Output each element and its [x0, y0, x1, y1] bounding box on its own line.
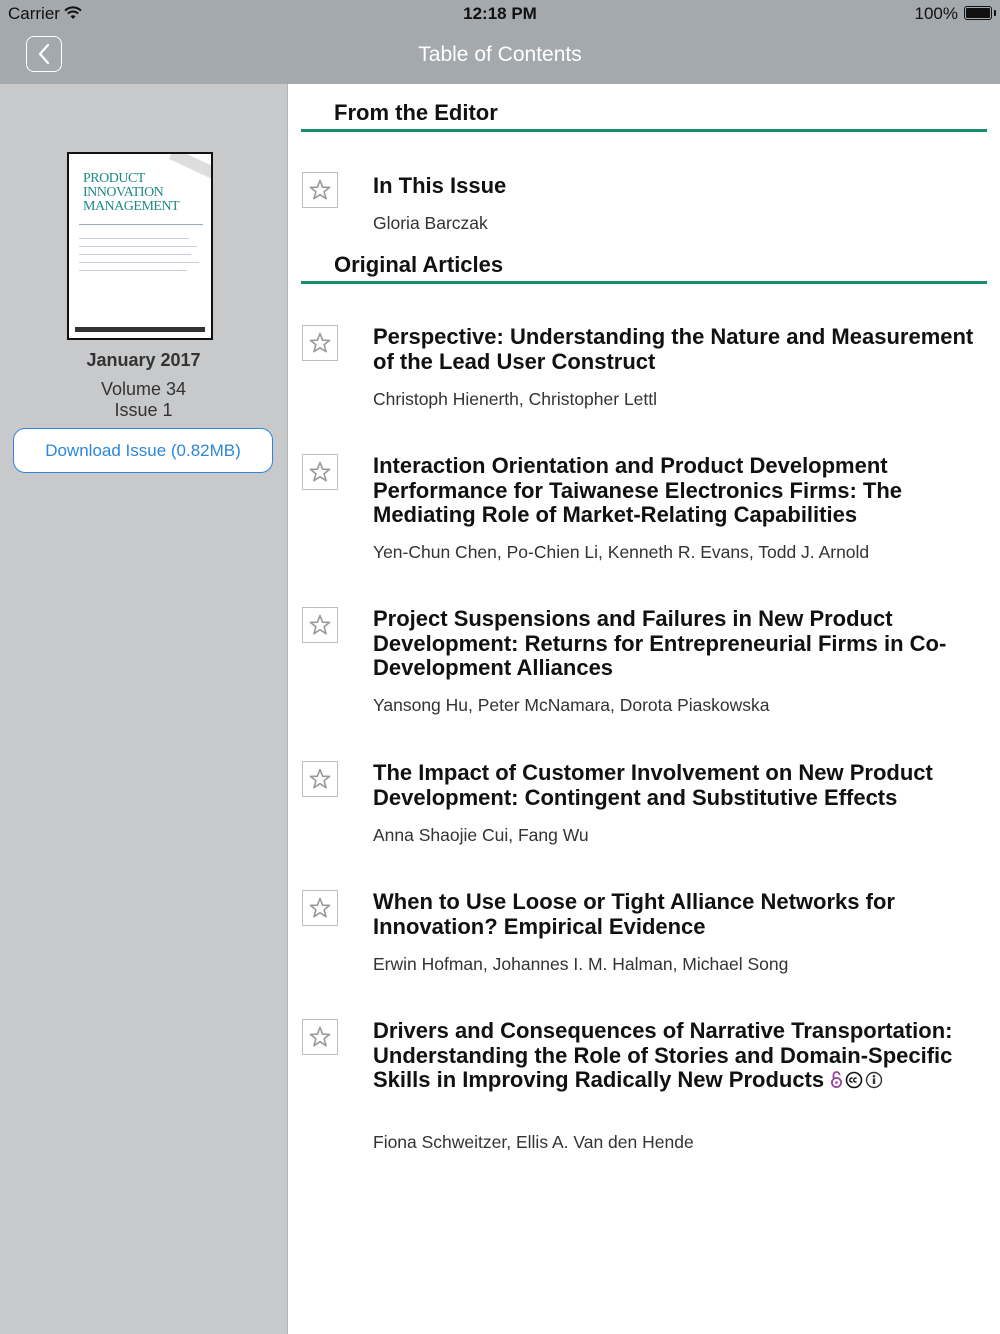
issue-volume: Volume 34 [100, 379, 187, 399]
battery-percentage: 100% [914, 4, 958, 23]
access-badges [830, 1070, 883, 1089]
cover-rule [79, 238, 189, 239]
article-authors: Erwin Hofman, Johannes I. M. Halman, Michael Song [373, 954, 789, 974]
article-authors: Fiona Schweitzer, Ellis A. Van den Hende [373, 1132, 694, 1152]
section-divider [301, 281, 987, 284]
navigation-bar [0, 0, 1000, 84]
article-authors: Anna Shaojie Cui, Fang Wu [373, 825, 589, 845]
cc-attribution-icon [865, 1071, 883, 1089]
cover-rule [79, 254, 191, 255]
article-authors: Christoph Hienerth, Christopher Lettl [373, 389, 658, 409]
section-header [301, 236, 1000, 284]
star-outline-icon [308, 1025, 332, 1049]
creative-commons-icon [845, 1071, 863, 1089]
article-authors: Yen-Chun Chen, Po-Chien Li, Kenneth R. Evans, Todd J. Arnold [373, 542, 870, 562]
star-outline-icon [308, 178, 332, 202]
star-outline-icon [308, 331, 332, 355]
favorite-button[interactable] [302, 172, 338, 208]
section-divider [301, 129, 987, 132]
star-outline-icon [308, 613, 332, 637]
favorite-button[interactable] [302, 761, 338, 797]
issue-sidebar [0, 84, 288, 1334]
cover-footer-bar [75, 327, 205, 332]
issue-date: January 2017 [86, 350, 201, 370]
status-time: 12:18 PM [463, 4, 537, 23]
section-title: From the Editor [334, 100, 498, 125]
issue-number: Issue 1 [114, 400, 173, 420]
article-authors: Yansong Hu, Peter McNamara, Dorota Piaskowska [373, 695, 770, 715]
section-title: Original Articles [334, 252, 504, 277]
download-issue-button[interactable]: Download Issue (0.82MB) [13, 428, 273, 473]
page-title: Table of Contents [418, 43, 582, 66]
article-authors: Gloria Barczak [373, 213, 488, 233]
article-title[interactable]: Interaction Orientation and Product Development Performance for Taiwanese Electronics Firms: The Mediating Role of Market-Relating Capabilities [373, 453, 902, 528]
favorite-button[interactable] [302, 890, 338, 926]
cover-rule [79, 224, 203, 225]
cover-title: PRODUCT INNOVATION MANAGEMENT [83, 171, 180, 214]
cover-rule [79, 262, 199, 263]
cover-rule [79, 246, 197, 247]
star-outline-icon [308, 767, 332, 791]
article-title[interactable]: In This Issue [373, 173, 507, 198]
article-title[interactable]: When to Use Loose or Tight Alliance Networks for Innovation? Empirical Evidence [373, 889, 895, 939]
journal-cover-image [67, 152, 213, 340]
open-access-icon [830, 1070, 843, 1089]
article-title[interactable] [373, 1019, 978, 1093]
article-title[interactable]: Perspective: Understanding the Nature and Measurement of the Lead User Construct [373, 324, 974, 374]
article-title[interactable]: The Impact of Customer Involvement on New Product Development: Contingent and Substitutive Effects [373, 760, 933, 810]
cover-rule [79, 270, 187, 271]
star-outline-icon [308, 896, 332, 920]
article-title-text: Drivers and Consequences of Narrative Transportation: Understanding the Role of Stories and Domain-Specific Skills in Improving Radically New Products [373, 1018, 953, 1093]
table-of-contents [288, 84, 1000, 1334]
article-title[interactable]: Project Suspensions and Failures in New Product Development: Returns for Entrepreneurial Firms in Co-Development Alliances [373, 606, 947, 681]
battery-icon [964, 6, 992, 20]
favorite-button[interactable] [302, 607, 338, 643]
section-header [301, 84, 1000, 132]
star-outline-icon [308, 460, 332, 484]
favorite-button[interactable] [302, 454, 338, 490]
favorite-button[interactable] [302, 1019, 338, 1055]
status-carrier: Carrier [8, 4, 60, 23]
favorite-button[interactable] [302, 325, 338, 361]
